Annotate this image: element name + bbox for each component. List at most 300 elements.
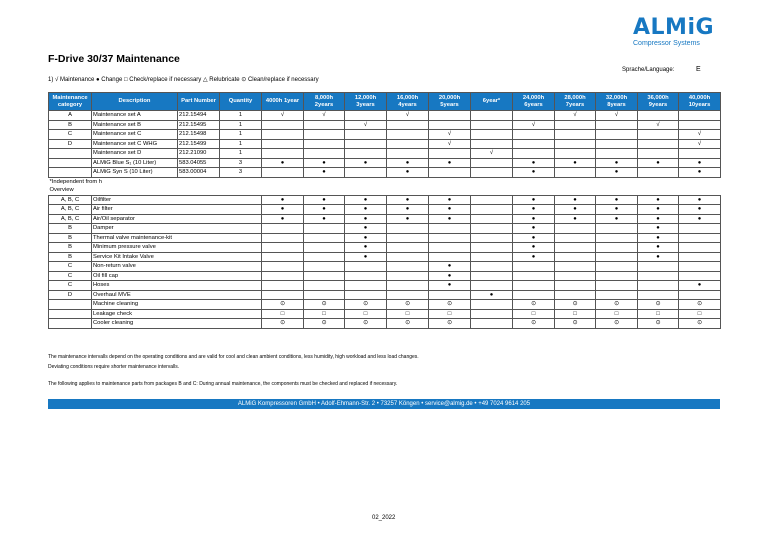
table-cell: [429, 149, 471, 159]
description-cell: Maintenance set C: [92, 130, 178, 140]
page-number: 02_2022: [372, 515, 396, 521]
table-cell: ●: [387, 168, 429, 178]
interval-cell: ⊙: [429, 300, 471, 310]
interval-cell: ⊙: [304, 319, 345, 329]
interval-cell: ●: [304, 205, 345, 215]
interval-cell: ●: [679, 195, 721, 205]
table-cell: [49, 168, 92, 178]
interval-cell: ⊙: [262, 319, 304, 329]
page-title: F-Drive 30/37 Maintenance: [48, 53, 180, 65]
interval-cell: ●: [513, 214, 555, 224]
column-header: 4000h 1year: [262, 93, 304, 111]
description-cell: Maintenance set C WHG: [92, 139, 178, 149]
footnote-row: [49, 177, 721, 186]
category-cell: [49, 300, 92, 310]
category-cell: D: [49, 290, 92, 300]
table-cell: [262, 168, 304, 178]
table-cell: [638, 168, 679, 178]
column-header: 24,000h 6years: [513, 93, 555, 111]
table-cell: √: [387, 111, 429, 121]
table-cell: √: [679, 139, 721, 149]
description-cell: Oil fill cap: [92, 271, 262, 281]
interval-cell: ⊙: [555, 319, 596, 329]
interval-cell: [596, 224, 638, 234]
interval-cell: ●: [638, 195, 679, 205]
table-cell: 3: [220, 158, 262, 168]
interval-cell: □: [679, 309, 721, 319]
interval-cell: [513, 281, 555, 291]
overview-item-row: [49, 300, 721, 310]
overview-item-row: [49, 290, 721, 300]
interval-cell: [429, 243, 471, 253]
table-cell: 1: [220, 149, 262, 159]
table-cell: [471, 139, 513, 149]
interval-cell: ⊙: [345, 300, 387, 310]
interval-cell: ●: [638, 243, 679, 253]
category-cell: B: [49, 252, 92, 262]
interval-cell: ●: [345, 233, 387, 243]
interval-cell: [679, 262, 721, 272]
interval-cell: [387, 233, 429, 243]
interval-cell: □: [304, 309, 345, 319]
column-header: 12,000h 3years: [345, 93, 387, 111]
interval-cell: ●: [304, 214, 345, 224]
column-header: Description: [92, 93, 178, 111]
table-cell: [345, 168, 387, 178]
interval-cell: [262, 243, 304, 253]
interval-cell: ●: [513, 233, 555, 243]
table-cell: [304, 139, 345, 149]
table-cell: [345, 111, 387, 121]
table-cell: [49, 158, 92, 168]
table-header-row: [49, 93, 721, 111]
interval-cell: [471, 319, 513, 329]
interval-cell: ⊙: [387, 319, 429, 329]
interval-cell: ●: [679, 214, 721, 224]
table-cell: [513, 149, 555, 159]
interval-cell: ●: [638, 224, 679, 234]
table-cell: √: [679, 130, 721, 140]
table-cell: [345, 149, 387, 159]
interval-cell: [679, 243, 721, 253]
table-cell: [471, 120, 513, 130]
interval-cell: [679, 224, 721, 234]
column-header: 36,000h 9years: [638, 93, 679, 111]
interval-cell: [304, 281, 345, 291]
interval-cell: ⊙: [596, 300, 638, 310]
category-cell: B: [49, 243, 92, 253]
description-cell: Maintenance set D: [92, 149, 178, 159]
column-header: 20,000h 5years: [429, 93, 471, 111]
description-cell: Minimum pressure valve: [92, 243, 262, 253]
category-cell: A, B, C: [49, 205, 92, 215]
part-number-cell: 212.15494: [178, 111, 220, 121]
interval-cell: ●: [471, 290, 513, 300]
table-cell: [471, 130, 513, 140]
interval-cell: [596, 252, 638, 262]
table-cell: ●: [596, 158, 638, 168]
interval-cell: [596, 271, 638, 281]
table-cell: [679, 149, 721, 159]
table-cell: [638, 111, 679, 121]
overview-item-row: [49, 214, 721, 224]
maintenance-table: [48, 92, 721, 329]
table-cell: ●: [555, 158, 596, 168]
interval-cell: [262, 224, 304, 234]
table-cell: 1: [220, 111, 262, 121]
interval-cell: ●: [638, 233, 679, 243]
interval-cell: [471, 252, 513, 262]
description-cell: Hoses: [92, 281, 262, 291]
table-cell: A: [49, 111, 92, 121]
interval-cell: [513, 271, 555, 281]
table-cell: [638, 149, 679, 159]
table-cell: [429, 120, 471, 130]
interval-cell: [596, 233, 638, 243]
interval-cell: □: [513, 309, 555, 319]
interval-cell: [262, 281, 304, 291]
interval-cell: ●: [304, 195, 345, 205]
logo-wordmark: ALMiG: [633, 15, 715, 40]
interval-cell: [262, 252, 304, 262]
table-cell: [679, 120, 721, 130]
interval-cell: [262, 262, 304, 272]
interval-cell: [429, 290, 471, 300]
category-cell: C: [49, 262, 92, 272]
interval-cell: ●: [679, 205, 721, 215]
description-cell: Cooler cleaning: [92, 319, 262, 329]
interval-cell: [513, 262, 555, 272]
interval-cell: ●: [513, 252, 555, 262]
table-cell: √: [638, 120, 679, 130]
interval-cell: ●: [596, 214, 638, 224]
table-cell: ●: [679, 168, 721, 178]
table-cell: [555, 130, 596, 140]
interval-cell: □: [555, 309, 596, 319]
interval-cell: ●: [638, 205, 679, 215]
description-cell: Service Kit Intake Valve: [92, 252, 262, 262]
interval-cell: [387, 262, 429, 272]
overview-item-row: [49, 271, 721, 281]
description-cell: Air/Oil separator: [92, 214, 262, 224]
table-cell: [638, 139, 679, 149]
table-cell: 1: [220, 130, 262, 140]
interval-cell: ●: [345, 195, 387, 205]
interval-cell: [387, 252, 429, 262]
interval-cell: [471, 300, 513, 310]
interval-cell: [679, 233, 721, 243]
column-header: Quantity: [220, 93, 262, 111]
table-cell: [555, 139, 596, 149]
category-cell: [49, 309, 92, 319]
table-cell: [387, 120, 429, 130]
table-cell: [387, 130, 429, 140]
interval-cell: ⊙: [387, 300, 429, 310]
interval-cell: [345, 281, 387, 291]
description-cell: Maintenance set A: [92, 111, 178, 121]
interval-cell: ●: [638, 252, 679, 262]
table-cell: [555, 120, 596, 130]
table-cell: ●: [304, 168, 345, 178]
table-cell: [345, 139, 387, 149]
interval-cell: [387, 281, 429, 291]
set-row: [49, 120, 721, 130]
table-cell: [513, 130, 555, 140]
interval-cell: [387, 243, 429, 253]
table-cell: [304, 130, 345, 140]
set-row: [49, 111, 721, 121]
table-cell: B: [49, 120, 92, 130]
interval-cell: [304, 252, 345, 262]
table-cell: √: [513, 120, 555, 130]
interval-cell: ●: [638, 214, 679, 224]
description-cell: Non-return valve: [92, 262, 262, 272]
table-cell: 1: [220, 139, 262, 149]
interval-cell: [555, 281, 596, 291]
language-label: Sprache/Language:: [622, 67, 675, 73]
overview-item-row: [49, 309, 721, 319]
table-cell: [596, 139, 638, 149]
interval-cell: ⊙: [345, 319, 387, 329]
description-cell: Maintenance set B: [92, 120, 178, 130]
interval-cell: ●: [345, 214, 387, 224]
table-cell: [596, 120, 638, 130]
interval-cell: ●: [429, 205, 471, 215]
table-cell: √: [262, 111, 304, 121]
interval-cell: [638, 290, 679, 300]
overview-item-row: [49, 262, 721, 272]
note-packages: The following applies to maintenance parts from packages B and C: During annual maintenance, the components must be checked and replaced if necessary.: [48, 381, 398, 387]
symbol-legend: 1) √ Maintenance ● Change □ Check/replace if necessary △ Relubricate ⊙ Clean/replace if necessary: [48, 77, 319, 83]
interval-cell: □: [638, 309, 679, 319]
interval-cell: [471, 309, 513, 319]
interval-cell: □: [387, 309, 429, 319]
table-cell: √: [345, 120, 387, 130]
category-cell: A, B, C: [49, 195, 92, 205]
interval-cell: [513, 290, 555, 300]
category-cell: [49, 319, 92, 329]
interval-cell: [638, 271, 679, 281]
overview-heading: Overview: [49, 186, 721, 195]
interval-cell: ●: [387, 205, 429, 215]
interval-cell: ⊙: [679, 300, 721, 310]
interval-cell: [304, 290, 345, 300]
interval-cell: ●: [555, 195, 596, 205]
table-cell: C: [49, 130, 92, 140]
overview-item-row: [49, 224, 721, 234]
interval-cell: ●: [262, 195, 304, 205]
table-cell: [387, 139, 429, 149]
table-cell: √: [555, 111, 596, 121]
overview-row: [49, 186, 721, 195]
interval-cell: ⊙: [679, 319, 721, 329]
interval-cell: [555, 262, 596, 272]
table-cell: √: [304, 111, 345, 121]
interval-cell: [471, 262, 513, 272]
table-cell: [596, 130, 638, 140]
interval-cell: [596, 290, 638, 300]
interval-cell: ⊙: [513, 300, 555, 310]
interval-cell: ⊙: [638, 300, 679, 310]
description-cell: Air filter: [92, 205, 262, 215]
footnote: *Independent from h: [49, 178, 103, 185]
interval-cell: ●: [345, 252, 387, 262]
table-cell: [513, 111, 555, 121]
interval-cell: ●: [345, 243, 387, 253]
interval-cell: [555, 271, 596, 281]
note-intervals: The maintenance intervalls depend on the operating conditions and are valid for cool and clean ambient conditions, less humidity, high workload and less load changes.: [48, 354, 419, 360]
description-cell: Machine cleaning: [92, 300, 262, 310]
interval-cell: [262, 233, 304, 243]
column-header: 28,000h 7years: [555, 93, 596, 111]
interval-cell: [679, 271, 721, 281]
part-number-cell: 583.00004: [178, 168, 220, 178]
interval-cell: [471, 243, 513, 253]
overview-item-row: [49, 252, 721, 262]
part-number-cell: 212.15498: [178, 130, 220, 140]
interval-cell: [596, 281, 638, 291]
interval-cell: [262, 290, 304, 300]
interval-cell: [471, 281, 513, 291]
interval-cell: [429, 233, 471, 243]
interval-cell: ●: [429, 271, 471, 281]
interval-cell: ●: [596, 195, 638, 205]
interval-cell: [387, 224, 429, 234]
table-cell: [262, 120, 304, 130]
footer-contact-bar: ALMiG Kompressoren GmbH • Adolf-Ehmann-Str. 2 • 73257 Köngen • service@almig.de • +49 7024 9614 205: [48, 399, 720, 409]
set-row: [49, 139, 721, 149]
table-cell: √: [471, 149, 513, 159]
almig-logo: [633, 17, 728, 47]
interval-cell: [596, 262, 638, 272]
interval-cell: [387, 271, 429, 281]
table-cell: ●: [429, 158, 471, 168]
part-number-cell: 583.04055: [178, 158, 220, 168]
part-number-cell: 212.15499: [178, 139, 220, 149]
part-number-cell: 212.21090: [178, 149, 220, 159]
interval-cell: ●: [513, 205, 555, 215]
table-cell: ●: [387, 158, 429, 168]
column-header: 40,000h 10years: [679, 93, 721, 111]
description-cell: ALMiG Blue S₁ (10 Liter): [92, 158, 178, 168]
note-deviating: Deviating conditions require shorter maintenance intervalls.: [48, 364, 180, 370]
set-row: [49, 149, 721, 159]
interval-cell: [679, 252, 721, 262]
column-header: 16,000h 4years: [387, 93, 429, 111]
interval-cell: [345, 262, 387, 272]
interval-cell: □: [596, 309, 638, 319]
interval-cell: [262, 271, 304, 281]
description-cell: Overhaul MVE: [92, 290, 262, 300]
interval-cell: ●: [555, 214, 596, 224]
interval-cell: [471, 205, 513, 215]
table-cell: ●: [638, 158, 679, 168]
interval-cell: [304, 243, 345, 253]
interval-cell: [471, 195, 513, 205]
part-number-cell: 212.15495: [178, 120, 220, 130]
category-cell: B: [49, 233, 92, 243]
interval-cell: ●: [555, 205, 596, 215]
interval-cell: [679, 290, 721, 300]
category-cell: C: [49, 271, 92, 281]
interval-cell: [555, 252, 596, 262]
interval-cell: [429, 224, 471, 234]
overview-item-row: [49, 233, 721, 243]
interval-cell: [638, 262, 679, 272]
interval-cell: ●: [262, 205, 304, 215]
interval-cell: ⊙: [555, 300, 596, 310]
category-cell: A, B, C: [49, 214, 92, 224]
interval-cell: ●: [513, 243, 555, 253]
interval-cell: ⊙: [262, 300, 304, 310]
interval-cell: [471, 233, 513, 243]
interval-cell: ●: [429, 281, 471, 291]
overview-item-row: [49, 281, 721, 291]
table-cell: ●: [345, 158, 387, 168]
column-header: 8,000h 2years: [304, 93, 345, 111]
table-cell: [262, 130, 304, 140]
interval-cell: ●: [679, 281, 721, 291]
overview-item-row: [49, 205, 721, 215]
table-cell: [387, 149, 429, 159]
table-cell: ●: [679, 158, 721, 168]
set-row: [49, 130, 721, 140]
interval-cell: ⊙: [513, 319, 555, 329]
table-cell: [262, 139, 304, 149]
table-cell: [679, 111, 721, 121]
interval-cell: ●: [513, 224, 555, 234]
set-row: [49, 158, 721, 168]
table-cell: [638, 130, 679, 140]
interval-cell: [638, 281, 679, 291]
overview-item-row: [49, 243, 721, 253]
table-cell: [429, 168, 471, 178]
table-cell: [555, 149, 596, 159]
interval-cell: ●: [262, 214, 304, 224]
table-cell: [555, 168, 596, 178]
table-cell: ●: [596, 168, 638, 178]
interval-cell: ●: [345, 224, 387, 234]
column-header: Part Number: [178, 93, 220, 111]
overview-item-row: [49, 195, 721, 205]
description-cell: ALMiG Syn S (10 Liter): [92, 168, 178, 178]
description-cell: Leakage check: [92, 309, 262, 319]
table-cell: [262, 149, 304, 159]
interval-cell: ⊙: [596, 319, 638, 329]
table-cell: 1: [220, 120, 262, 130]
interval-cell: [429, 252, 471, 262]
interval-cell: ●: [345, 205, 387, 215]
category-cell: C: [49, 281, 92, 291]
table-cell: √: [429, 130, 471, 140]
interval-cell: [555, 290, 596, 300]
table-cell: [596, 149, 638, 159]
table-cell: ●: [262, 158, 304, 168]
interval-cell: [304, 271, 345, 281]
table-cell: [471, 111, 513, 121]
table-cell: [429, 111, 471, 121]
interval-cell: [555, 224, 596, 234]
table-cell: [471, 158, 513, 168]
table-cell: 3: [220, 168, 262, 178]
table-cell: √: [596, 111, 638, 121]
interval-cell: [471, 214, 513, 224]
interval-cell: ●: [429, 214, 471, 224]
column-header: 32,000h 8years: [596, 93, 638, 111]
description-cell: Damper: [92, 224, 262, 234]
interval-cell: [387, 290, 429, 300]
category-cell: B: [49, 224, 92, 234]
